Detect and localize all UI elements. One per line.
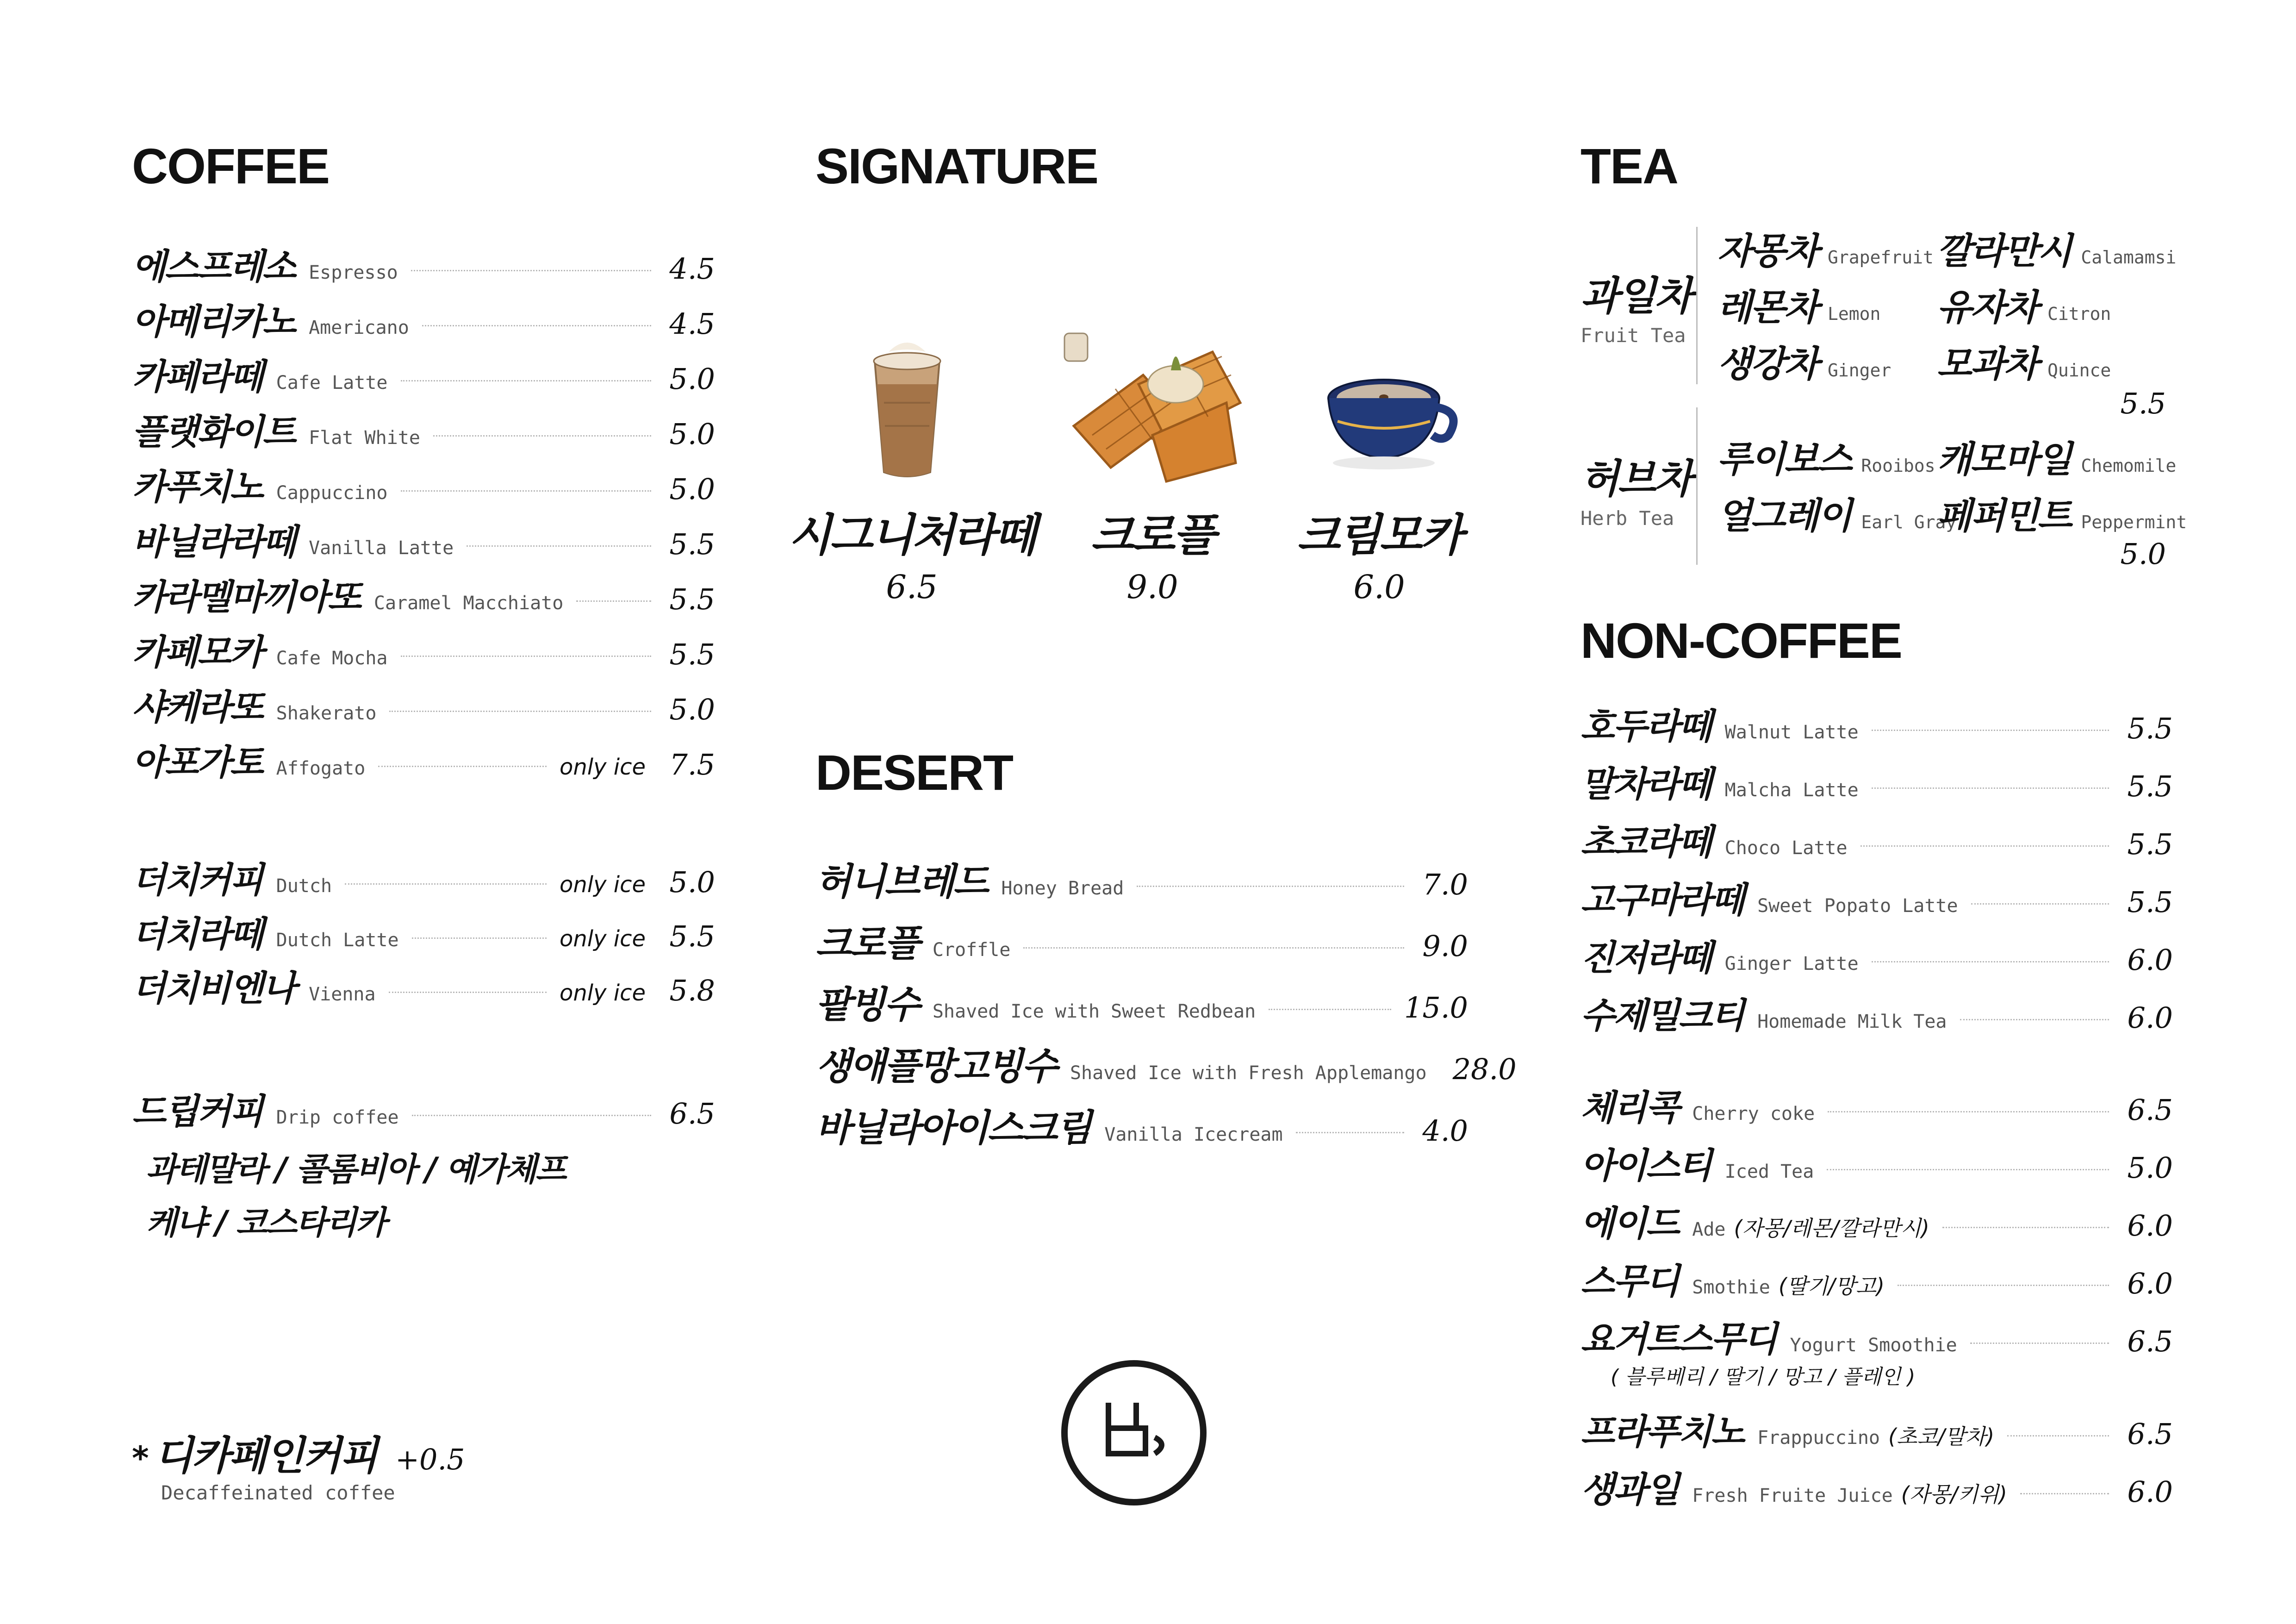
menu-row — [132, 514, 715, 565]
dotted-leader — [433, 435, 651, 437]
dotted-leader — [1828, 1111, 2109, 1112]
signature-item — [782, 500, 1041, 606]
item-name-kr: 생애플망고빙수 — [815, 1045, 1056, 1088]
item-price: 5.5 — [2127, 712, 2173, 745]
tea-name-kr: 얼그레이 — [1717, 495, 1851, 537]
item-price: 6.5 — [2127, 1093, 2173, 1127]
menu-row — [1580, 756, 2173, 807]
item-name-en: Croffle — [932, 939, 1011, 961]
dotted-leader — [1296, 1132, 1404, 1133]
menu-row — [1580, 1462, 2173, 1512]
menu-row — [1580, 1311, 2173, 1362]
item-name-en: Malcha Latte — [1724, 780, 1859, 801]
dotted-leader — [1898, 1285, 2109, 1286]
item-name-en: Dutch — [276, 875, 332, 897]
dotted-leader — [1872, 787, 2109, 789]
item-name-kr: 카라멜마끼아또 — [132, 576, 360, 618]
item-price: 4.5 — [669, 307, 715, 341]
dotted-leader — [467, 545, 651, 547]
tea-name-kr: 레몬차 — [1717, 287, 1818, 329]
item-name-en: Smothie — [1692, 1277, 1770, 1298]
menu-row — [1580, 698, 2173, 749]
item-name-kr: 바닐라아이스크림 — [815, 1106, 1091, 1149]
menu-row — [132, 459, 715, 510]
dotted-leader — [389, 711, 651, 712]
item-price: 15.0 — [1404, 991, 1468, 1024]
cream-mocha-cup-photo-icon — [1324, 366, 1462, 477]
dotted-leader — [345, 883, 547, 885]
item-note: only ice — [559, 754, 646, 780]
item-name-kr: 생과일 — [1580, 1469, 1679, 1510]
tea-name-kr: 캐모마일 — [1937, 439, 2071, 481]
tea-item — [1937, 222, 2176, 274]
item-name-kr: 에스프레소 — [132, 246, 295, 287]
item-name-kr: 팥빙수 — [815, 983, 919, 1026]
decaf-name-kr: 디카페인커피 — [154, 1433, 377, 1479]
menu-row — [1580, 814, 2173, 865]
item-options: (자몽/키위) — [1901, 1482, 2007, 1507]
tea-name-kr: 페퍼민트 — [1937, 495, 2071, 537]
dotted-leader — [1971, 903, 2109, 905]
dotted-leader — [401, 380, 652, 381]
item-name-kr: 더치비엔나 — [132, 968, 295, 1009]
item-name-kr: 바닐라라떼 — [132, 521, 295, 562]
signature-item — [1023, 500, 1282, 606]
menu-row — [132, 906, 715, 957]
dotted-leader — [378, 766, 547, 767]
item-price: 6.5 — [669, 1097, 715, 1131]
herb-tea-divider — [1696, 407, 1698, 565]
tea-item — [1937, 279, 2111, 331]
dotted-leader — [422, 325, 651, 326]
herb-tea-kr: 허브차 — [1580, 456, 1692, 502]
item-name-en: Walnut Latte — [1724, 722, 1859, 743]
menu-row — [815, 1098, 1468, 1149]
dotted-leader — [1269, 1009, 1391, 1010]
item-name-kr: 진저라떼 — [1580, 937, 1711, 978]
item-price: 6.0 — [2127, 943, 2173, 977]
herb-tea-en: Herb Tea — [1580, 507, 1674, 530]
item-name-kr: 아메리카노 — [132, 301, 295, 342]
tea-name-kr: 루이보스 — [1717, 439, 1851, 481]
item-price: 6.0 — [2127, 1209, 2173, 1243]
menu-row — [1580, 1080, 2173, 1131]
item-name-kr: 체리콕 — [1580, 1087, 1679, 1128]
item-name-en: Ginger Latte — [1724, 953, 1859, 974]
item-name-en: Affogato — [276, 758, 366, 779]
item-name-en: Shakerato — [276, 703, 377, 724]
menu-row — [1580, 1195, 2173, 1246]
signature-name: 크림모카 — [1297, 509, 1462, 561]
item-price: 5.5 — [669, 527, 715, 561]
item-name-en: Vanilla Latte — [309, 537, 454, 559]
desert-title: DESERT — [815, 744, 1013, 800]
menu-row — [132, 734, 715, 785]
item-note: only ice — [559, 980, 646, 1006]
menu-row — [815, 913, 1468, 964]
tea-item — [1937, 487, 2187, 539]
signature-price: 6.0 — [1353, 568, 1405, 606]
menu-row — [1580, 872, 2173, 923]
fruit-tea-group-label — [1580, 264, 1692, 347]
item-price: 6.0 — [2127, 1001, 2173, 1035]
menu-row — [815, 1037, 1517, 1088]
item-name-en: Americano — [309, 317, 409, 338]
decaf-row — [132, 1424, 465, 1481]
herb-tea-price: 5.0 — [2120, 537, 2166, 571]
signature-item — [1250, 500, 1509, 606]
item-name-en: Dutch Latte — [276, 930, 399, 951]
tea-item — [1717, 335, 1891, 387]
dotted-leader — [1872, 730, 2109, 731]
fruit-tea-en: Fruit Tea — [1580, 324, 1686, 347]
tea-name-kr: 유자차 — [1937, 287, 2038, 329]
menu-row — [815, 852, 1468, 903]
tea-item — [1717, 431, 1935, 482]
dotted-leader — [1960, 1019, 2109, 1020]
cafe-logo-icon — [1060, 1359, 1208, 1507]
item-name-en: Cafe Mocha — [276, 648, 388, 669]
item-price: 6.0 — [2127, 1475, 2173, 1509]
item-price: 5.5 — [669, 919, 715, 953]
dotted-leader — [1827, 1169, 2109, 1170]
menu-row — [1580, 987, 2173, 1038]
item-name-en: Shaved Ice with Fresh Applemango — [1070, 1062, 1427, 1084]
item-name-en: Homemade Milk Tea — [1757, 1011, 1947, 1032]
item-name-kr: 스무디 — [1580, 1261, 1679, 1302]
item-price: 7.5 — [669, 748, 715, 781]
drip-origins-line1: 과테말라 / 콜롬비아 / 예가체프 — [146, 1150, 566, 1188]
menu-row — [1580, 1137, 2173, 1188]
dotted-leader — [1970, 1343, 2109, 1344]
signature-name: 크로플 — [1090, 509, 1214, 561]
item-name-en: Cafe Latte — [276, 372, 388, 394]
item-price: 5.8 — [669, 974, 715, 1007]
tea-item — [1717, 279, 1880, 331]
item-name-kr: 카푸치노 — [132, 466, 262, 507]
dotted-leader — [2007, 1435, 2109, 1437]
item-price: 5.5 — [2127, 827, 2173, 861]
dotted-leader — [2020, 1493, 2109, 1494]
item-name-kr: 아이스티 — [1580, 1145, 1711, 1186]
item-price: 9.0 — [1422, 929, 1468, 963]
menu-row — [132, 349, 715, 400]
item-price: 6.5 — [2127, 1324, 2173, 1358]
item-name-en: Honey Bread — [1001, 878, 1124, 899]
noncoffee-title: NON-COFFEE — [1580, 612, 1902, 668]
tea-name-en: Chemomile — [2081, 456, 2177, 476]
item-options: (자몽/레몬/깔라만시) — [1734, 1216, 1929, 1241]
item-note: only ice — [559, 926, 646, 952]
dotted-leader — [412, 937, 547, 939]
decaf-name-en: Decaffeinated coffee — [161, 1481, 395, 1504]
item-name-en: Cappuccino — [276, 482, 388, 504]
fruit-tea-kr: 과일차 — [1580, 273, 1692, 319]
item-name-kr: 말차라떼 — [1580, 763, 1711, 805]
signature-title: SIGNATURE — [815, 138, 1098, 194]
item-name-kr: 카페모카 — [132, 631, 262, 673]
item-name-kr: 플랫화이트 — [132, 411, 295, 452]
item-note: only ice — [559, 872, 646, 898]
item-name-kr: 아포가토 — [132, 742, 262, 783]
item-price: 5.0 — [2127, 1151, 2173, 1185]
dotted-leader — [1942, 1227, 2109, 1228]
decaf-star: * — [132, 1439, 149, 1477]
tea-name-kr: 자몽차 — [1717, 231, 1818, 272]
tea-item — [1937, 335, 2111, 387]
tea-name-kr: 깔라만시 — [1937, 231, 2071, 272]
item-name-kr: 초코라떼 — [1580, 821, 1711, 862]
decaf-extra-price: +0.5 — [395, 1443, 465, 1476]
item-name-kr: 수제밀크티 — [1580, 995, 1744, 1036]
dotted-leader — [576, 600, 651, 602]
fruit-tea-price: 5.5 — [2120, 387, 2166, 420]
item-name-en: Iced Tea — [1724, 1161, 1814, 1182]
drip-origins-line2: 케냐 / 코스타리카 — [146, 1204, 386, 1242]
item-options: (딸기/망고) — [1778, 1274, 1885, 1299]
item-price: 5.0 — [669, 472, 715, 506]
item-price: 6.0 — [2127, 1267, 2173, 1300]
tea-name-en: Citron — [2047, 304, 2111, 324]
item-price: 5.5 — [2127, 885, 2173, 919]
item-name-en: Frappuccino — [1757, 1427, 1880, 1449]
tea-item — [1717, 487, 1956, 539]
item-name-kr: 고구마라떼 — [1580, 879, 1744, 920]
item-name-en: Vienna — [309, 984, 376, 1005]
menu-row — [132, 852, 715, 903]
item-name-en: Shaved Ice with Sweet Redbean — [932, 1001, 1256, 1022]
item-price: 5.0 — [669, 693, 715, 726]
item-price: 28.0 — [1452, 1052, 1517, 1086]
yogurt-options: ( 블루베리 / 딸기 / 망고 / 플레인 ) — [1611, 1365, 1916, 1389]
item-name-en: Sweet Popato Latte — [1757, 895, 1958, 917]
herb-tea-group-label — [1580, 447, 1692, 530]
tea-name-en: Earl Gray — [1861, 512, 1957, 532]
item-name-en: Espresso — [309, 262, 398, 283]
item-price: 4.5 — [669, 252, 715, 286]
item-name-en: Flat White — [309, 427, 420, 449]
item-name-en: Choco Latte — [1724, 837, 1848, 859]
item-price: 5.5 — [669, 637, 715, 671]
item-name-en: Fresh Fruite Juice — [1692, 1485, 1893, 1506]
tea-name-en: Lemon — [1828, 304, 1881, 324]
croffle-photo-icon — [1060, 324, 1254, 491]
menu-row-drip — [132, 1083, 715, 1134]
menu-row — [132, 404, 715, 455]
tea-name-en: Quince — [2047, 360, 2111, 381]
item-name-kr: 더치커피 — [132, 859, 262, 900]
item-price: 5.5 — [669, 582, 715, 616]
menu-row — [1580, 1253, 2173, 1304]
item-name-kr: 카페라떼 — [132, 356, 262, 397]
menu-row — [815, 975, 1468, 1026]
dotted-leader — [1872, 961, 2109, 962]
item-options: (초코/말차) — [1888, 1424, 1995, 1449]
item-name-kr: 샤케라또 — [132, 687, 262, 728]
dotted-leader — [411, 270, 651, 271]
dotted-leader — [401, 656, 652, 657]
fruit-tea-divider — [1696, 227, 1698, 384]
item-name-kr: 에이드 — [1580, 1203, 1679, 1244]
item-name-en: Ade — [1692, 1219, 1726, 1240]
dotted-leader — [389, 992, 547, 993]
item-name-kr: 드립커피 — [132, 1091, 262, 1132]
tea-name-en: Calamamsi — [2081, 247, 2177, 268]
tea-item — [1937, 431, 2176, 482]
item-price: 5.5 — [2127, 769, 2173, 803]
menu-row — [132, 679, 715, 730]
signature-price: 9.0 — [1126, 568, 1178, 606]
item-price: 7.0 — [1422, 868, 1468, 901]
item-name-en: Caramel Macchiato — [373, 593, 564, 614]
tea-name-en: Rooibos — [1861, 456, 1935, 476]
item-name-en: Cherry coke — [1692, 1103, 1815, 1124]
item-price: 4.0 — [1422, 1114, 1468, 1148]
menu-row — [1580, 930, 2173, 981]
menu-row — [132, 624, 715, 675]
tea-name-kr: 모과차 — [1937, 344, 2038, 385]
menu-row — [1580, 1404, 2173, 1455]
item-name-kr: 요거트스무디 — [1580, 1318, 1776, 1360]
dotted-leader — [401, 490, 652, 492]
item-name-kr: 호두라떼 — [1580, 706, 1711, 747]
tea-name-en: Grapefruit — [1828, 247, 1934, 268]
item-price: 5.0 — [669, 362, 715, 396]
coffee-title: COFFEE — [132, 138, 330, 194]
menu-row — [132, 238, 715, 289]
dotted-leader — [1860, 845, 2109, 847]
iced-latte-photo-icon — [856, 333, 958, 481]
item-price: 5.0 — [669, 417, 715, 451]
menu-row — [132, 960, 715, 1011]
signature-price: 6.5 — [886, 568, 938, 606]
dotted-leader — [412, 1115, 651, 1116]
tea-name-kr: 생강차 — [1717, 344, 1818, 385]
menu-row — [132, 294, 715, 344]
dotted-leader — [1137, 886, 1404, 887]
tea-name-en: Ginger — [1828, 360, 1892, 381]
tea-title: TEA — [1580, 138, 1678, 194]
tea-item — [1717, 222, 1934, 274]
item-name-kr: 프라푸치노 — [1580, 1411, 1744, 1452]
item-price: 6.5 — [2127, 1417, 2173, 1451]
item-price: 5.0 — [669, 865, 715, 899]
signature-name: 시그니처라떼 — [788, 509, 1035, 561]
item-name-kr: 크로플 — [815, 922, 919, 965]
item-name-kr: 더치라떼 — [132, 913, 262, 955]
menu-row — [132, 569, 715, 620]
item-name-en: Vanilla Icecream — [1104, 1124, 1283, 1145]
item-name-en: Yogurt Smoothie — [1790, 1335, 1957, 1356]
dotted-leader — [1023, 947, 1404, 949]
item-name-kr: 허니브레드 — [815, 860, 988, 903]
tea-name-en: Peppermint — [2081, 512, 2187, 532]
item-name-en: Drip coffee — [276, 1107, 399, 1128]
